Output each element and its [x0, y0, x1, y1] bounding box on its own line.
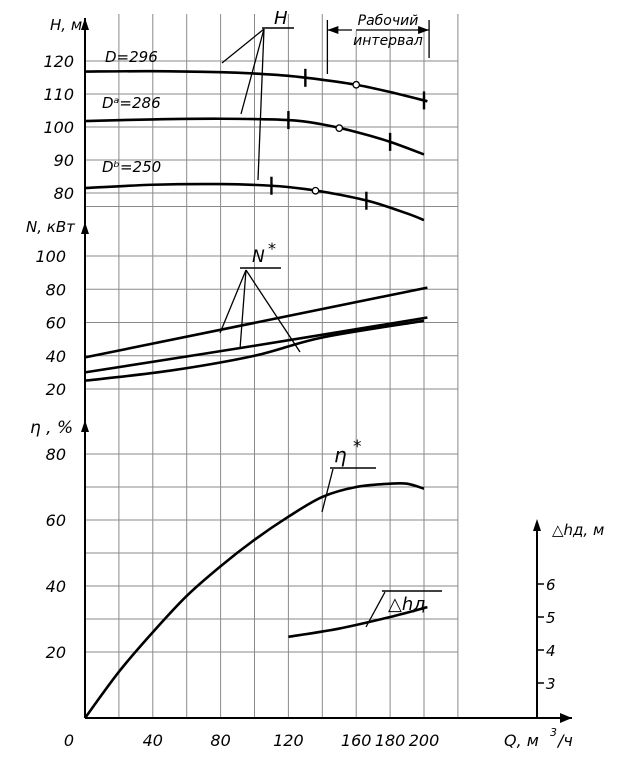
axes [81, 18, 572, 723]
design-point [312, 188, 318, 194]
x-tick-label: 160 [340, 731, 372, 750]
x-tick-label: 0 [63, 731, 75, 750]
efficiency-tick-label: 60 [45, 511, 66, 530]
power-group-label: N [252, 247, 265, 267]
power-tick-label: 20 [45, 380, 66, 399]
x-tick-label: 200 [408, 731, 440, 750]
head-curve-label: D=296 [105, 48, 158, 66]
work-interval-label: интервал [353, 33, 423, 49]
npsh-tick-label: 3 [546, 675, 556, 693]
leader-line [258, 29, 264, 180]
x-tick-label: 120 [273, 731, 304, 750]
head-tick-label: 100 [43, 118, 74, 137]
x-axis-label-suffix: /ч [558, 731, 573, 750]
head-tick-label: 90 [53, 151, 74, 170]
efficiency-group-star: * [353, 437, 362, 457]
x-tick-label: 40 [142, 731, 163, 750]
efficiency-tick-label: 80 [45, 445, 66, 464]
power-tick-label: 80 [45, 280, 66, 300]
npsh-group-label: △hд [388, 594, 426, 615]
head-curve-label: Dᵃ=286 [102, 94, 161, 112]
tick-labels [26, 16, 604, 750]
efficiency-tick-label: 20 [45, 643, 66, 662]
annotations [220, 8, 445, 627]
power-tick-label: 100 [35, 247, 66, 266]
efficiency-axis-title: η , % [30, 418, 74, 438]
head-group-label: H [274, 8, 288, 29]
x-tick-label: 180 [374, 731, 406, 750]
head-curve-label: Dᵇ=250 [102, 158, 162, 176]
x-axis-arrow [560, 713, 572, 723]
efficiency-tick-label: 40 [45, 577, 66, 596]
x-tick-label: 80 [210, 731, 231, 750]
power-group-star: * [268, 239, 276, 258]
head-tick-label: 110 [43, 85, 74, 104]
npsh-tick-label: 4 [546, 642, 556, 660]
efficiency-axis-arrow [81, 420, 89, 432]
efficiency-group-label: η [334, 443, 347, 467]
design-point [336, 125, 342, 131]
power-tick-label: 60 [45, 313, 66, 333]
design-point [353, 82, 359, 88]
work-interval-label: Рабочий [357, 13, 419, 29]
npsh-axis-arrow [533, 519, 541, 531]
leader-line [322, 469, 333, 512]
leader-line [222, 29, 264, 63]
head-axis-title: H, м [50, 16, 83, 34]
power-tick-label: 40 [45, 346, 66, 366]
npsh-axis-title: △hд, м [552, 521, 605, 539]
npsh-tick-label: 6 [546, 576, 556, 594]
head-tick-label: 80 [53, 184, 74, 203]
x-axis-label: Q, м [504, 731, 539, 750]
power-curve [85, 318, 427, 373]
work-interval-arrow-left [327, 26, 338, 34]
head-axis-arrow [81, 18, 89, 30]
power-axis-arrow [81, 222, 89, 234]
power-axis-title: N, кВт [26, 218, 75, 236]
npsh-tick-label: 5 [546, 609, 556, 627]
x-axis-label-sup: 3 [550, 726, 557, 739]
head-tick-label: 120 [43, 52, 74, 71]
